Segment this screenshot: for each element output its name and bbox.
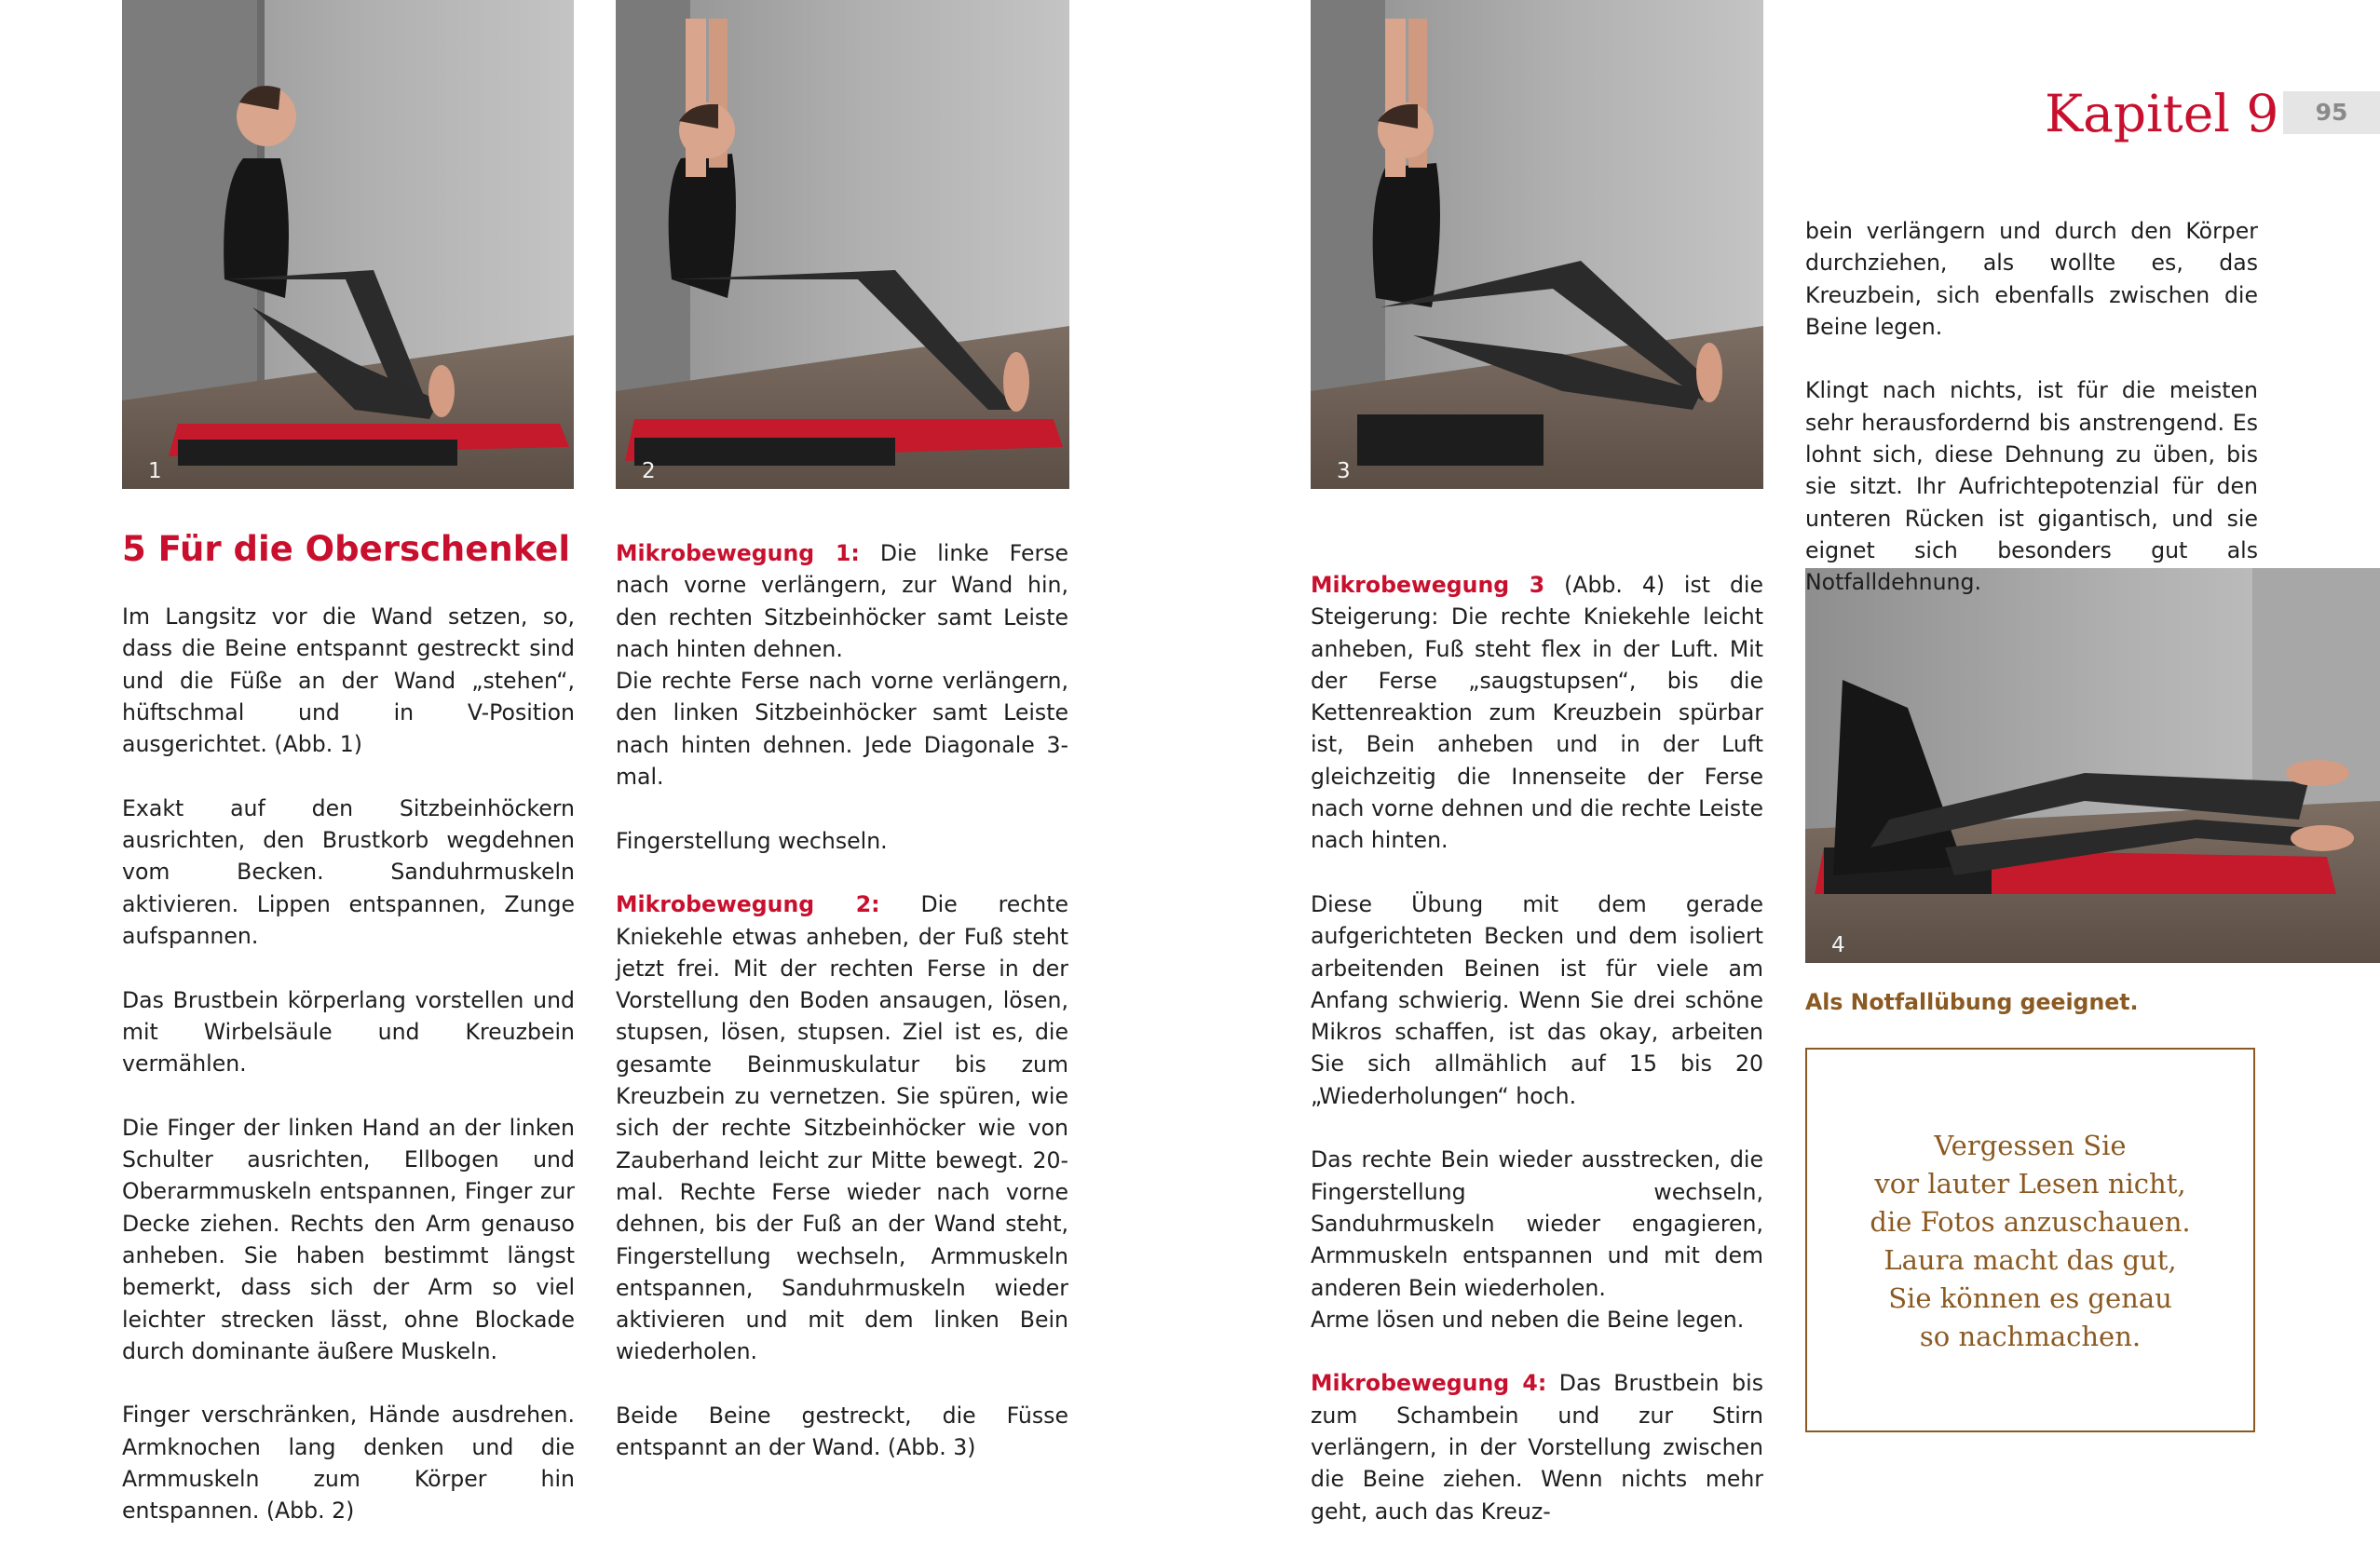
step-text: Die rechte Kniekehle etwas anheben, der Fuß steht jetzt frei. Mit der rechten Ferse in der Vorstellung den Boden ansaugen, lösen, stupsen, lösen, stupsen. Ziel ist es, die gesamte Beinmuskulatur bis zum Kreuzbein zu vernetzen. Sie spüren, wie sich der rechte Sitzbeinhöcker wie von Zauberhand leicht zur Mitte bewegt. 20-mal. Rechte Ferse wieder nach vorne dehnen, bis der Fuß an der Wand steht, Fingerstellung wechseln, Armmuskeln entspannen, Sanduhrmuskeln wieder aktivieren und mit dem linken Bein wiederholen. bbox=[616, 891, 1068, 1365]
figure-number: 3 bbox=[1337, 459, 1351, 483]
step-text: Das Brustbein bis zum Schambein und zur Stirn verlängern, in der Vorstellung zwischen die Beine ziehen. Wenn nichts mehr geht, auch das Kreuz- bbox=[1311, 1370, 1763, 1525]
quote-line: Sie können es genau bbox=[1888, 1282, 2172, 1314]
text-column-3 bbox=[1311, 569, 1763, 1559]
figure-2-photo bbox=[616, 0, 1069, 489]
figure-1-photo bbox=[122, 0, 574, 489]
paragraph: Diese Übung mit dem gerade aufgerichteten Becken und dem isoliert arbeitenden Beinen ist für viele am Anfang schwierig. Wenn Sie drei schöne Mikros schaffen, ist das okay, arbeiten Sie sich allmählich auf 15 bis 20 „Wiederholungen“ hoch. bbox=[1311, 890, 1763, 1109]
paragraph: Das Brustbein körperlang vorstellen und mit Wirbelsäule und Kreuzbein vermählen. bbox=[122, 986, 575, 1078]
paragraph: Exakt auf den Sitzbeinhöckern ausrichten, den Brustkorb wegdehnen vom Becken. Sanduhrmuskeln aktivieren. Lippen entspannen, Zunge aufspannen. bbox=[122, 794, 575, 949]
step-label: Mikrobewegung 4: bbox=[1311, 1370, 1547, 1397]
quote-line: Laura macht das gut, bbox=[1884, 1244, 2177, 1276]
quote-line: die Fotos anzuschauen. bbox=[1870, 1206, 2191, 1238]
section-title: 5 Für die Oberschenkel bbox=[122, 529, 571, 569]
paragraph: Die Finger der linken Hand an der linken Schulter ausrichten, Ellbogen und Oberarmmuskeln entspannen, Finger zur Decke ziehen. Rechts den Arm genauso anheben. Sie haben bestimmt längst bemerkt, dass sich der Arm so viel leichter strecken lässt, ohne Blockade durch dominante äußere Muskeln. bbox=[122, 1114, 575, 1364]
paragraph: Fingerstellung wechseln. bbox=[616, 827, 888, 854]
figure-number: 2 bbox=[642, 459, 656, 483]
paragraph: Im Langsitz vor die Wand setzen, so, dass die Beine entspannt gestreckt sind und die Füße an der Wand „stehen“, hüftschmal und in V-Position ausgerichtet. (Abb. 1) bbox=[122, 603, 575, 758]
page-number: 95 bbox=[2283, 91, 2380, 134]
paragraph: Arme lösen und neben die Beine legen. bbox=[1311, 1306, 1745, 1333]
step-label: Mikrobewegung 1: bbox=[616, 540, 860, 566]
quote-box bbox=[1805, 1048, 2255, 1432]
figure-number: 1 bbox=[148, 459, 162, 483]
figure-number: 4 bbox=[1831, 933, 1845, 957]
step-text: (Abb. 4) ist die Steigerung: Die rechte Kniekehle leicht anheben, Fuß steht flex in der Luft. Mit der Ferse „saugstupsen“, bis die Kettenreaktion zum Kreuzbein spürbar ist, Bein anheben und in der Luft gleichzeitig die Innenseite der Ferse nach vorne dehnen und die rechte Leiste nach hinten. bbox=[1311, 572, 1763, 854]
paragraph: Die rechte Ferse nach vorne verlängern, den linken Sitzbeinhöcker samt Leiste nach hinten dehnen. Jede Diagonale 3-mal. bbox=[616, 668, 1068, 791]
paragraph bbox=[1311, 1367, 1763, 1526]
quote-line: vor lauter Lesen nicht, bbox=[1874, 1168, 2186, 1200]
quote-line: so nachmachen. bbox=[1919, 1321, 2142, 1352]
text-column-4 bbox=[1805, 215, 2258, 630]
paragraph: Finger verschränken, Hände ausdrehen. Armknochen lang denken und die Armmuskeln zum Körper hin entspannen. (Abb. 2) bbox=[122, 1402, 575, 1525]
step-label: Mikrobewegung 2: bbox=[616, 891, 880, 918]
paragraph: Beide Beine gestreckt, die Füsse entspannt an der Wand. (Abb. 3) bbox=[616, 1403, 1068, 1461]
paragraph: bein verlängern und durch den Körper durchziehen, als wollte es, das Kreuzbein, sich ebenfalls zwischen die Beine legen. bbox=[1805, 218, 2258, 340]
paragraph: Das rechte Bein wieder ausstrecken, die Fingerstellung wechseln, Sanduhrmuskeln wieder engagieren, Armmuskeln entspannen und mit dem anderen Bein wiederholen. bbox=[1311, 1146, 1763, 1301]
paragraph: Klingt nach nichts, ist für die meisten sehr herausfordernd bis anstrengend. Es lohnt sich, diese Dehnung zu üben, bis sie sitzt. Ihr Aufrichtepotenzial für den unteren Rücken ist gigantisch, und sie eignet sich besonders gut als Notfalldehnung. bbox=[1805, 377, 2258, 596]
chapter-title: Kapitel 9 bbox=[2045, 84, 2279, 143]
step-label: Mikrobewegung 3 bbox=[1311, 572, 1545, 598]
text-column-1 bbox=[122, 601, 575, 1559]
paragraph bbox=[616, 888, 1068, 1367]
figure-3-photo bbox=[1311, 0, 1763, 489]
quote-line: Vergessen Sie bbox=[1934, 1130, 2127, 1161]
paragraph bbox=[616, 537, 1068, 665]
step-text: Die linke Ferse nach vorne verlängern, zur Wand hin, den rechten Sitzbeinhöcker samt Leiste nach hinten dehnen. bbox=[616, 540, 1068, 662]
paragraph bbox=[1311, 569, 1763, 857]
text-column-2 bbox=[616, 537, 1068, 1496]
emergency-note-label: Als Notfallübung geeignet. bbox=[1805, 989, 2139, 1015]
